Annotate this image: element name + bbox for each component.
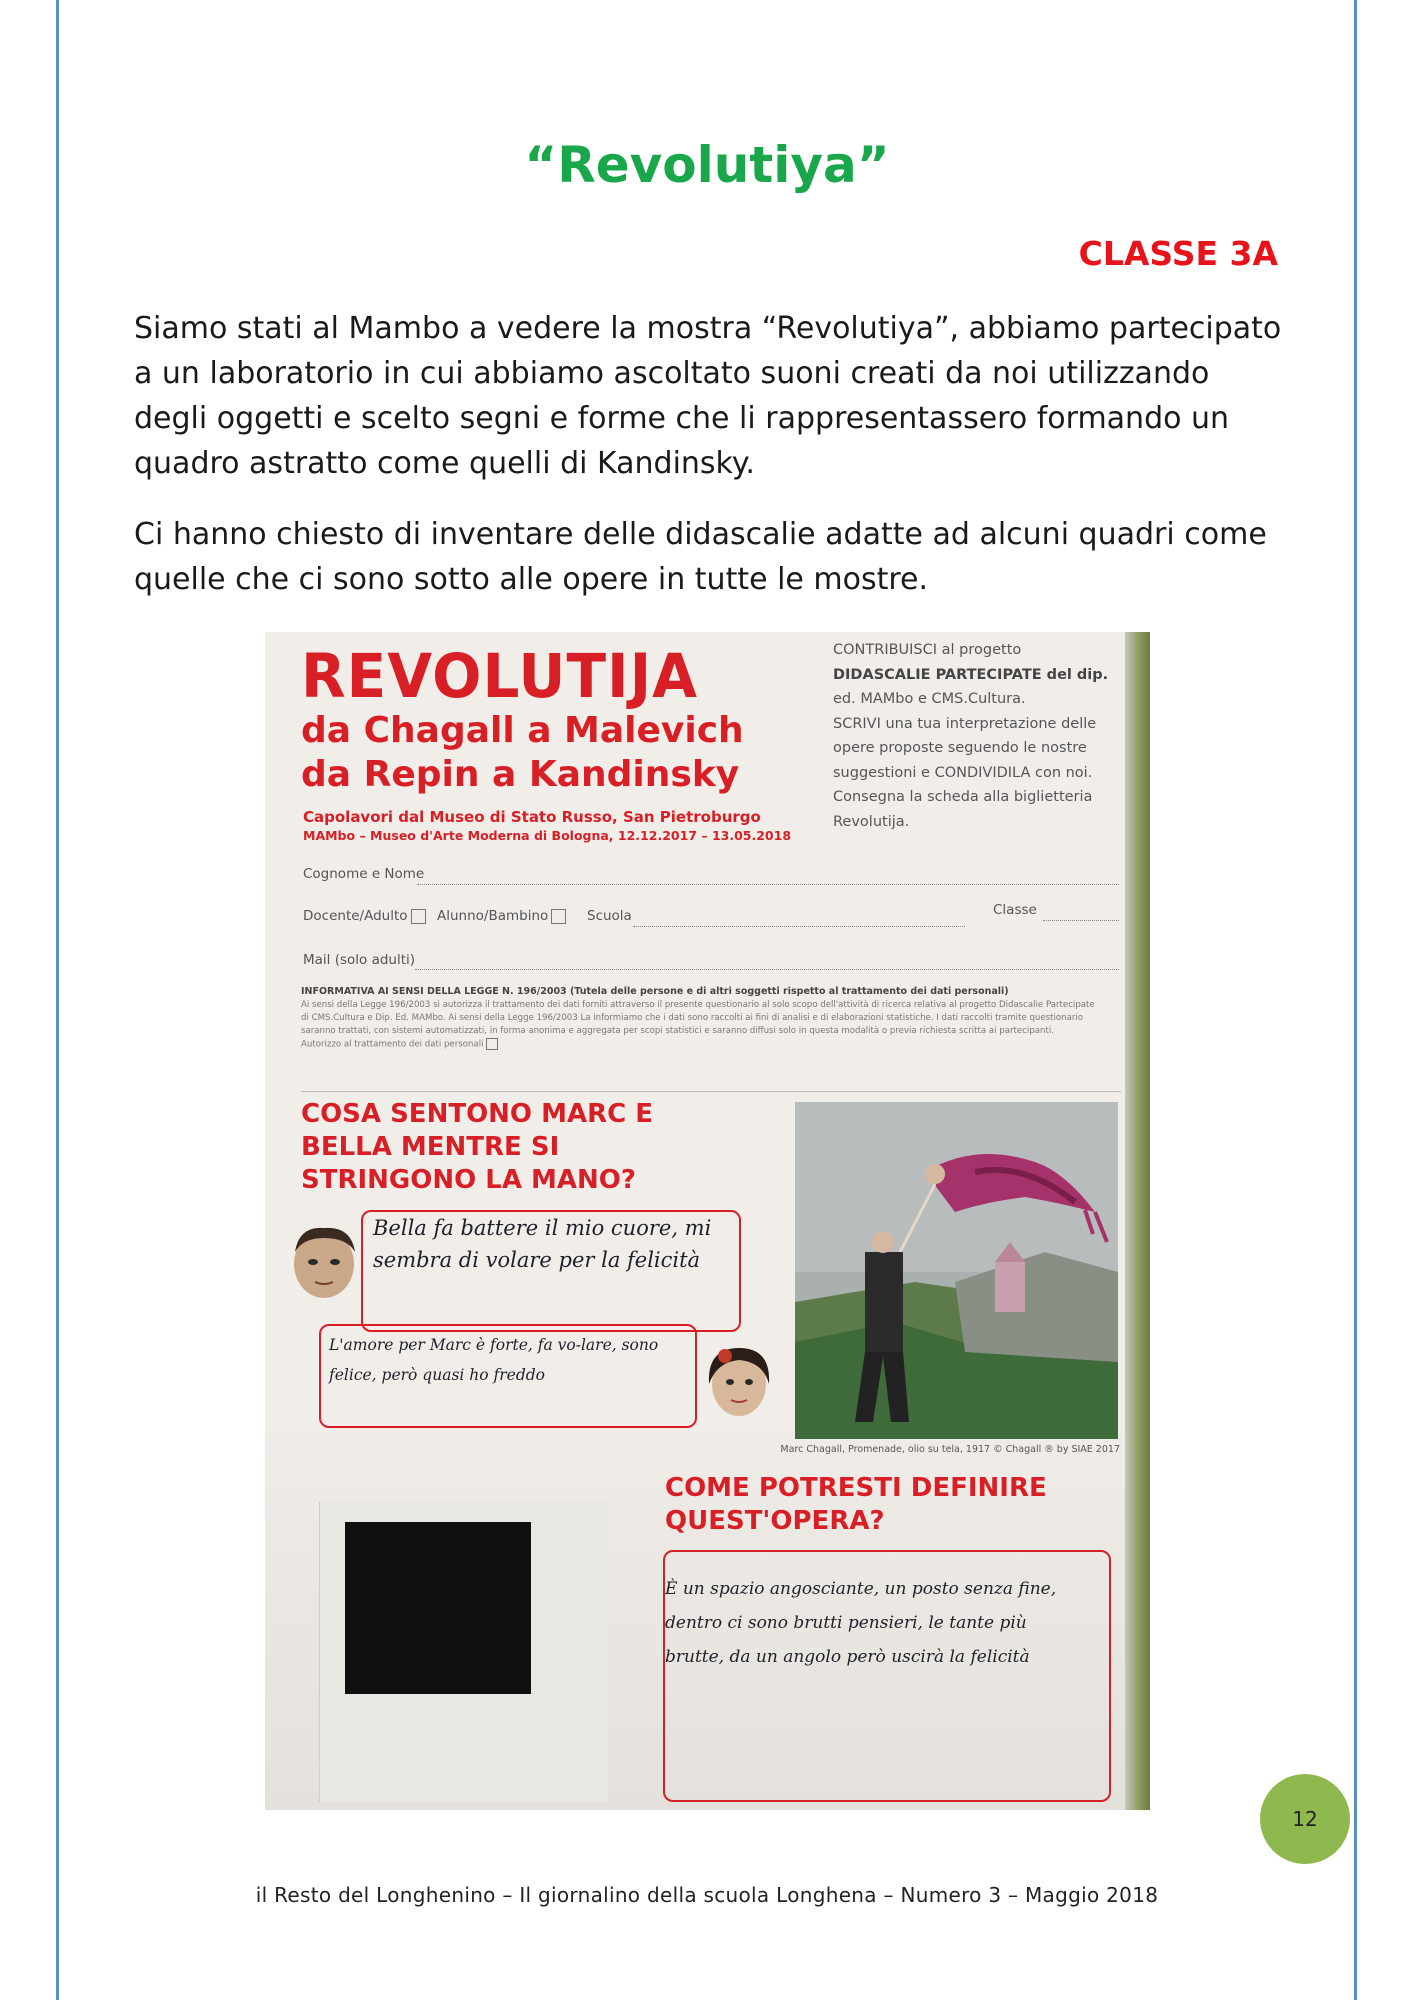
contrib-line: SCRIVI una tua interpretazione delle — [833, 715, 1097, 732]
footer: il Resto del Longhenino – Il giornalino della scuola Longhena – Numero 3 – Maggio 2018 — [255, 1883, 1159, 1907]
alunno-label: Alunno/Bambino — [437, 908, 549, 924]
contrib-line: opere proposte seguendo le nostre — [833, 740, 1087, 756]
answer-2: L'amore per Marc è forte, fa vo-lare, sono felice, però quasi ho freddo — [329, 1336, 659, 1384]
contrib-line: CONTRIBUISCI al progetto — [833, 642, 1022, 658]
poster-subtitle-2: da Repin a Kandinsky — [301, 754, 740, 795]
poster-subtitle-1: da Chagall a Malevich — [301, 710, 744, 751]
section-divider — [301, 1091, 1121, 1092]
mail-label: Mail (solo adulti) — [303, 952, 416, 968]
classe-line — [1043, 920, 1119, 921]
alunno-checkbox — [551, 909, 566, 924]
contrib-line: Revolutija. — [833, 813, 910, 830]
question-1: COSA SENTONO MARC E BELLA MENTRE SI STRINGONO LA MANO? — [301, 1099, 653, 1195]
page-border-right — [1354, 0, 1357, 2000]
name-line — [417, 884, 1119, 885]
question-2: COME POTRESTI DEFINIRE QUEST'OPERA? — [665, 1473, 1047, 1536]
scuola-label: Scuola — [587, 908, 632, 924]
contrib-line: suggestioni e CONDIVIDILA con noi. — [833, 764, 1093, 781]
bella-face-icon — [705, 1344, 773, 1420]
contrib-line: Consegna la scheda alla biglietteria — [833, 789, 1093, 805]
answer-3: È un spazio angosciante, un posto senza fine, dentro ci sono brutti pensieri, le tante più brutte, da un angolo però uscirà la felicità — [665, 1579, 1057, 1667]
page-number: 12 — [1260, 1774, 1350, 1864]
privacy-consent-label: Autorizzo al trattamento dei dati personali — [301, 1039, 484, 1050]
chagall-promenade-painting — [795, 1102, 1118, 1439]
marc-face-icon — [287, 1222, 361, 1302]
worksheet-photo — [265, 632, 1150, 1810]
poster-title: REVOLUTIJA — [301, 640, 699, 712]
second-paragraph: Ci hanno chiesto di inventare delle didascalie adatte ad alcuni quadri come quelle che ci sono sotto alle opere in tutte le mostre. — [134, 517, 1267, 597]
mail-line — [415, 969, 1119, 970]
scuola-line — [633, 926, 965, 927]
contrib-line: DIDASCALIE PARTECIPATE del dip. — [833, 666, 1109, 683]
privacy-text — [301, 999, 1101, 1052]
consent-checkbox — [486, 1038, 498, 1050]
docente-checkbox — [411, 909, 426, 924]
poster-caption-1: Capolavori dal Museo di Stato Russo, San Pietroburgo — [303, 808, 761, 826]
alunno-field — [437, 908, 566, 924]
intro-paragraph: Siamo stati al Mambo a vedere la mostra “Revolutiya”, abbiamo partecipato a un laboratorio in cui abbiamo ascoltato suoni creati da noi utilizzando degli oggetti e scelto segni e forme che li rappresentassero formando un quadro astratto come quelli di Kandinsky. — [134, 311, 1282, 481]
docente-field — [303, 908, 426, 924]
name-label: Cognome e Nome — [303, 866, 425, 882]
article-title: “Revolutiya” — [524, 136, 890, 194]
privacy-body: Ai sensi della Legge 196/2003 si autorizza il trattamento dei dati forniti attraverso il presente questionario al solo scopo dell'attività di ricerca relativa al progetto Didascalie Partecipate di CMS.Cultura e Dip. Ed. MAMbo. Ai sensi della Legge 196/2003 La informiamo che i dati sono raccolti ai fini di analisi e di elaborazioni statistiche. I dati raccolti tramite questionario saranno trattati, con sistemi automatizzati, in forma anonima e aggregata per scopi statistici e saranno diffusi solo in questa modalità o previa richiesta scritta ai partecipanti. — [301, 1000, 1095, 1036]
poster-caption-2: MAMbo – Museo d'Arte Moderna di Bologna, 12.12.2017 – 13.05.2018 — [303, 828, 792, 843]
classe-label: Classe — [993, 902, 1037, 918]
contrib-line: ed. MAMbo e CMS.Cultura. — [833, 691, 1026, 707]
answer-1: Bella fa battere il mio cuore, mi sembra di volare per la felicità — [373, 1216, 712, 1272]
privacy-consent — [301, 1038, 1101, 1052]
privacy-heading: INFORMATIVA AI SENSI DELLA LEGGE N. 196/2003 (Tutela delle persone e di altri soggetti rispetto al trattamento dei dati personali) — [301, 986, 1009, 997]
contribution-box — [833, 638, 1123, 834]
page-border-left — [56, 0, 59, 2000]
docente-label: Docente/Adulto — [303, 908, 408, 924]
class-label: CLASSE 3A — [1078, 234, 1278, 273]
photo-background-edge — [1125, 632, 1150, 1810]
malevich-black-square — [345, 1522, 531, 1694]
painting-credit: Marc Chagall, Promenade, olio su tela, 1917 © Chagall ® by SIAE 2017 — [780, 1444, 1120, 1455]
